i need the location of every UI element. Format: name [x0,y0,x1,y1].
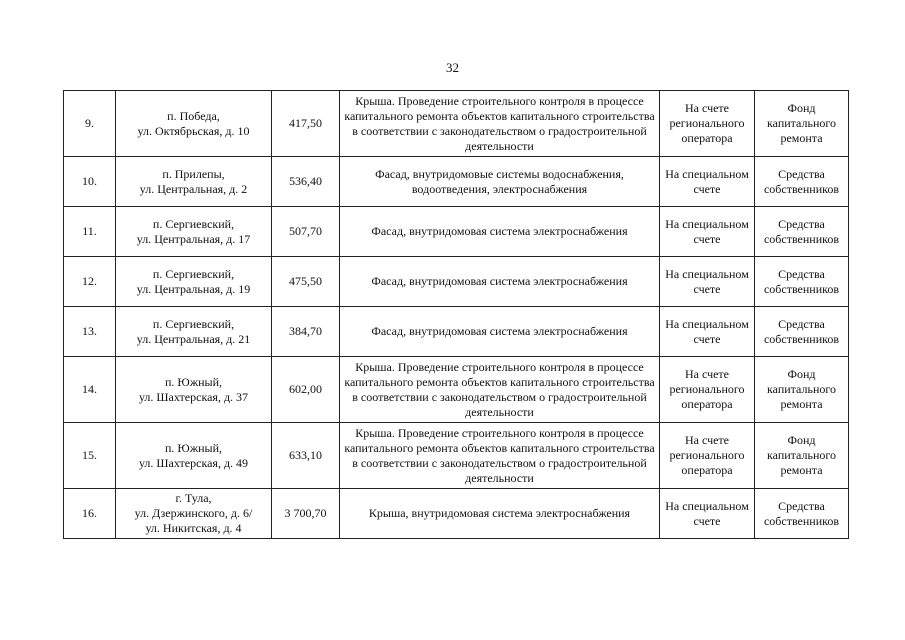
account-type-cell: На счете регионального оператора [660,423,755,489]
area-cell: 633,10 [272,423,340,489]
address-line: ул. Центральная, д. 2 [139,181,248,196]
address-cell [116,489,272,539]
area-cell: 507,70 [272,207,340,257]
area-cell: 602,00 [272,357,340,423]
table-row [64,207,849,257]
address-cell [116,257,272,307]
address-line: п. Южный, [164,374,223,389]
work-type-cell: Крыша. Проведение строительного контроля в процессе капитального ремонта объектов капитального строительства в соответствии с законодательством о градостроительной деятельности [340,423,660,489]
row-number-cell: 9. [64,91,116,157]
address-cell [116,91,272,157]
repair-table [63,90,849,539]
address-line: п. Победа, [167,108,220,123]
work-type-cell: Крыша. Проведение строительного контроля в процессе капитального ремонта объектов капитального строительства в соответствии с законодательством о градостроительной деятельности [340,91,660,157]
work-type-cell: Фасад, внутридомовая система электроснабжения [340,257,660,307]
page-number: 32 [446,60,459,75]
account-type-cell: На специальном счете [660,489,755,539]
address-line: п. Сергиевский, [152,316,235,331]
row-number-cell: 15. [64,423,116,489]
address-line: п. Сергиевский, [152,266,235,281]
address-line: ул. Октябрьская, д. 10 [137,123,250,138]
address-line: ул. Шахтерская, д. 49 [138,455,249,470]
account-type-cell: На специальном счете [660,207,755,257]
address-line: ул. Никитская, д. 4 [145,521,242,535]
work-type-cell: Крыша. Проведение строительного контроля в процессе капитального ремонта объектов капитального строительства в соответствии с законодательством о градостроительной деятельности [340,357,660,423]
address-cell [116,207,272,257]
funding-source-cell: Фонд капитального ремонта [755,91,849,157]
account-type-cell: На счете регионального оператора [660,357,755,423]
row-number-cell: 14. [64,357,116,423]
address-cell [116,307,272,357]
address-line: п. Сергиевский, [152,216,235,231]
address-line: ул. Центральная, д. 19 [136,281,251,296]
row-number-cell: 13. [64,307,116,357]
account-type-cell: На специальном счете [660,257,755,307]
area-cell: 3 700,70 [272,489,340,539]
address-cell [116,357,272,423]
account-type-cell: На специальном счете [660,157,755,207]
table-row [64,489,849,539]
table-row [64,307,849,357]
funding-source-cell: Фонд капитального ремонта [755,357,849,423]
funding-source-cell: Средства собственников [755,307,849,357]
address-cell [116,423,272,489]
table-row [64,257,849,307]
work-type-cell: Крыша, внутридомовая система электроснабжения [340,489,660,539]
account-type-cell: На счете регионального оператора [660,91,755,157]
address-line: г. Тула, [175,491,212,505]
table-row [64,357,849,423]
work-type-cell: Фасад, внутридомовая система электроснабжения [340,207,660,257]
area-cell: 417,50 [272,91,340,157]
row-number-cell: 11. [64,207,116,257]
area-cell: 475,50 [272,257,340,307]
work-type-cell: Фасад, внутридомовые системы водоснабжения, водоотведения, электроснабжения [340,157,660,207]
table-body [64,91,849,539]
account-type-cell: На специальном счете [660,307,755,357]
funding-source-cell: Средства собственников [755,157,849,207]
funding-source-cell: Средства собственников [755,207,849,257]
address-line: ул. Центральная, д. 17 [136,231,251,246]
area-cell: 536,40 [272,157,340,207]
area-cell: 384,70 [272,307,340,357]
work-type-cell: Фасад, внутридомовая система электроснабжения [340,307,660,357]
funding-source-cell: Средства собственников [755,257,849,307]
table-row [64,91,849,157]
address-line: ул. Дзержинского, д. 6/ [134,506,253,520]
address-line: п. Южный, [164,440,223,455]
address-cell [116,157,272,207]
address-line: ул. Шахтерская, д. 37 [138,389,249,404]
funding-source-cell: Фонд капитального ремонта [755,423,849,489]
address-line: ул. Центральная, д. 21 [136,331,251,346]
row-number-cell: 10. [64,157,116,207]
address-line: п. Прилепы, [162,166,225,181]
row-number-cell: 12. [64,257,116,307]
funding-source-cell: Средства собственников [755,489,849,539]
row-number-cell: 16. [64,489,116,539]
table-row [64,157,849,207]
table-row [64,423,849,489]
